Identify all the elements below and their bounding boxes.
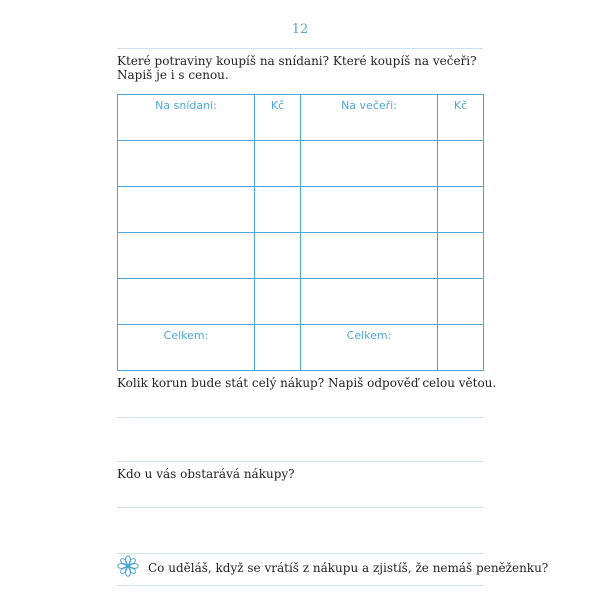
total-breakfast-kc-cell[interactable] (255, 325, 301, 371)
table-row (118, 279, 484, 325)
top-rule (117, 48, 483, 49)
question-3: Kdo u vás obstarává nákupy? (117, 467, 295, 481)
header-dinner-label: Na večeři: (341, 99, 397, 112)
table-total-row (118, 325, 484, 371)
header-kc-2 (438, 95, 484, 141)
table-cell[interactable] (301, 141, 438, 187)
total-breakfast-cell (118, 325, 255, 371)
table-row (118, 187, 484, 233)
table-cell[interactable] (118, 187, 255, 233)
total-breakfast-label: Celkem: (163, 329, 209, 342)
header-kc-2-label: Kč (453, 99, 468, 112)
table-cell[interactable] (438, 279, 484, 325)
table-cell[interactable] (118, 141, 255, 187)
answer-line-2b[interactable] (117, 461, 483, 462)
header-breakfast (118, 95, 255, 141)
answer-line-3[interactable] (117, 507, 483, 508)
table-row (118, 141, 484, 187)
shopping-table (117, 94, 484, 371)
flower-icon (117, 555, 139, 577)
answer-line-2a[interactable] (117, 417, 483, 418)
table-header-row (118, 95, 484, 141)
header-breakfast-label: Na snídani: (155, 99, 217, 112)
total-dinner-cell (301, 325, 438, 371)
table-cell[interactable] (438, 187, 484, 233)
total-dinner-label: Celkem: (346, 329, 392, 342)
question-1-line-2: Napiš je i s cenou. (117, 68, 229, 82)
total-dinner-kc-cell[interactable] (438, 325, 484, 371)
table-cell[interactable] (301, 233, 438, 279)
table-cell[interactable] (255, 187, 301, 233)
table-cell[interactable] (438, 233, 484, 279)
question-1-line-1: Které potraviny koupíš na snídani? Které koupíš na večeři? (117, 54, 477, 68)
table-cell[interactable] (438, 141, 484, 187)
question-2: Kolik korun bude stát celý nákup? Napiš odpověď celou větou. (117, 376, 497, 390)
answer-line-4a[interactable] (117, 553, 483, 554)
question-4: Co uděláš, když se vrátíš z nákupu a zjistíš, že nemáš peněženku? (148, 561, 549, 575)
table-cell[interactable] (301, 279, 438, 325)
table-cell[interactable] (255, 279, 301, 325)
header-kc-1-label: Kč (270, 99, 285, 112)
table-cell[interactable] (118, 233, 255, 279)
table-cell[interactable] (301, 187, 438, 233)
header-kc-1 (255, 95, 301, 141)
answer-line-4b[interactable] (117, 585, 483, 586)
table-row (118, 233, 484, 279)
page-number: 12 (291, 22, 309, 37)
table-cell[interactable] (118, 279, 255, 325)
table-cell[interactable] (255, 141, 301, 187)
header-dinner (301, 95, 438, 141)
table-cell[interactable] (255, 233, 301, 279)
